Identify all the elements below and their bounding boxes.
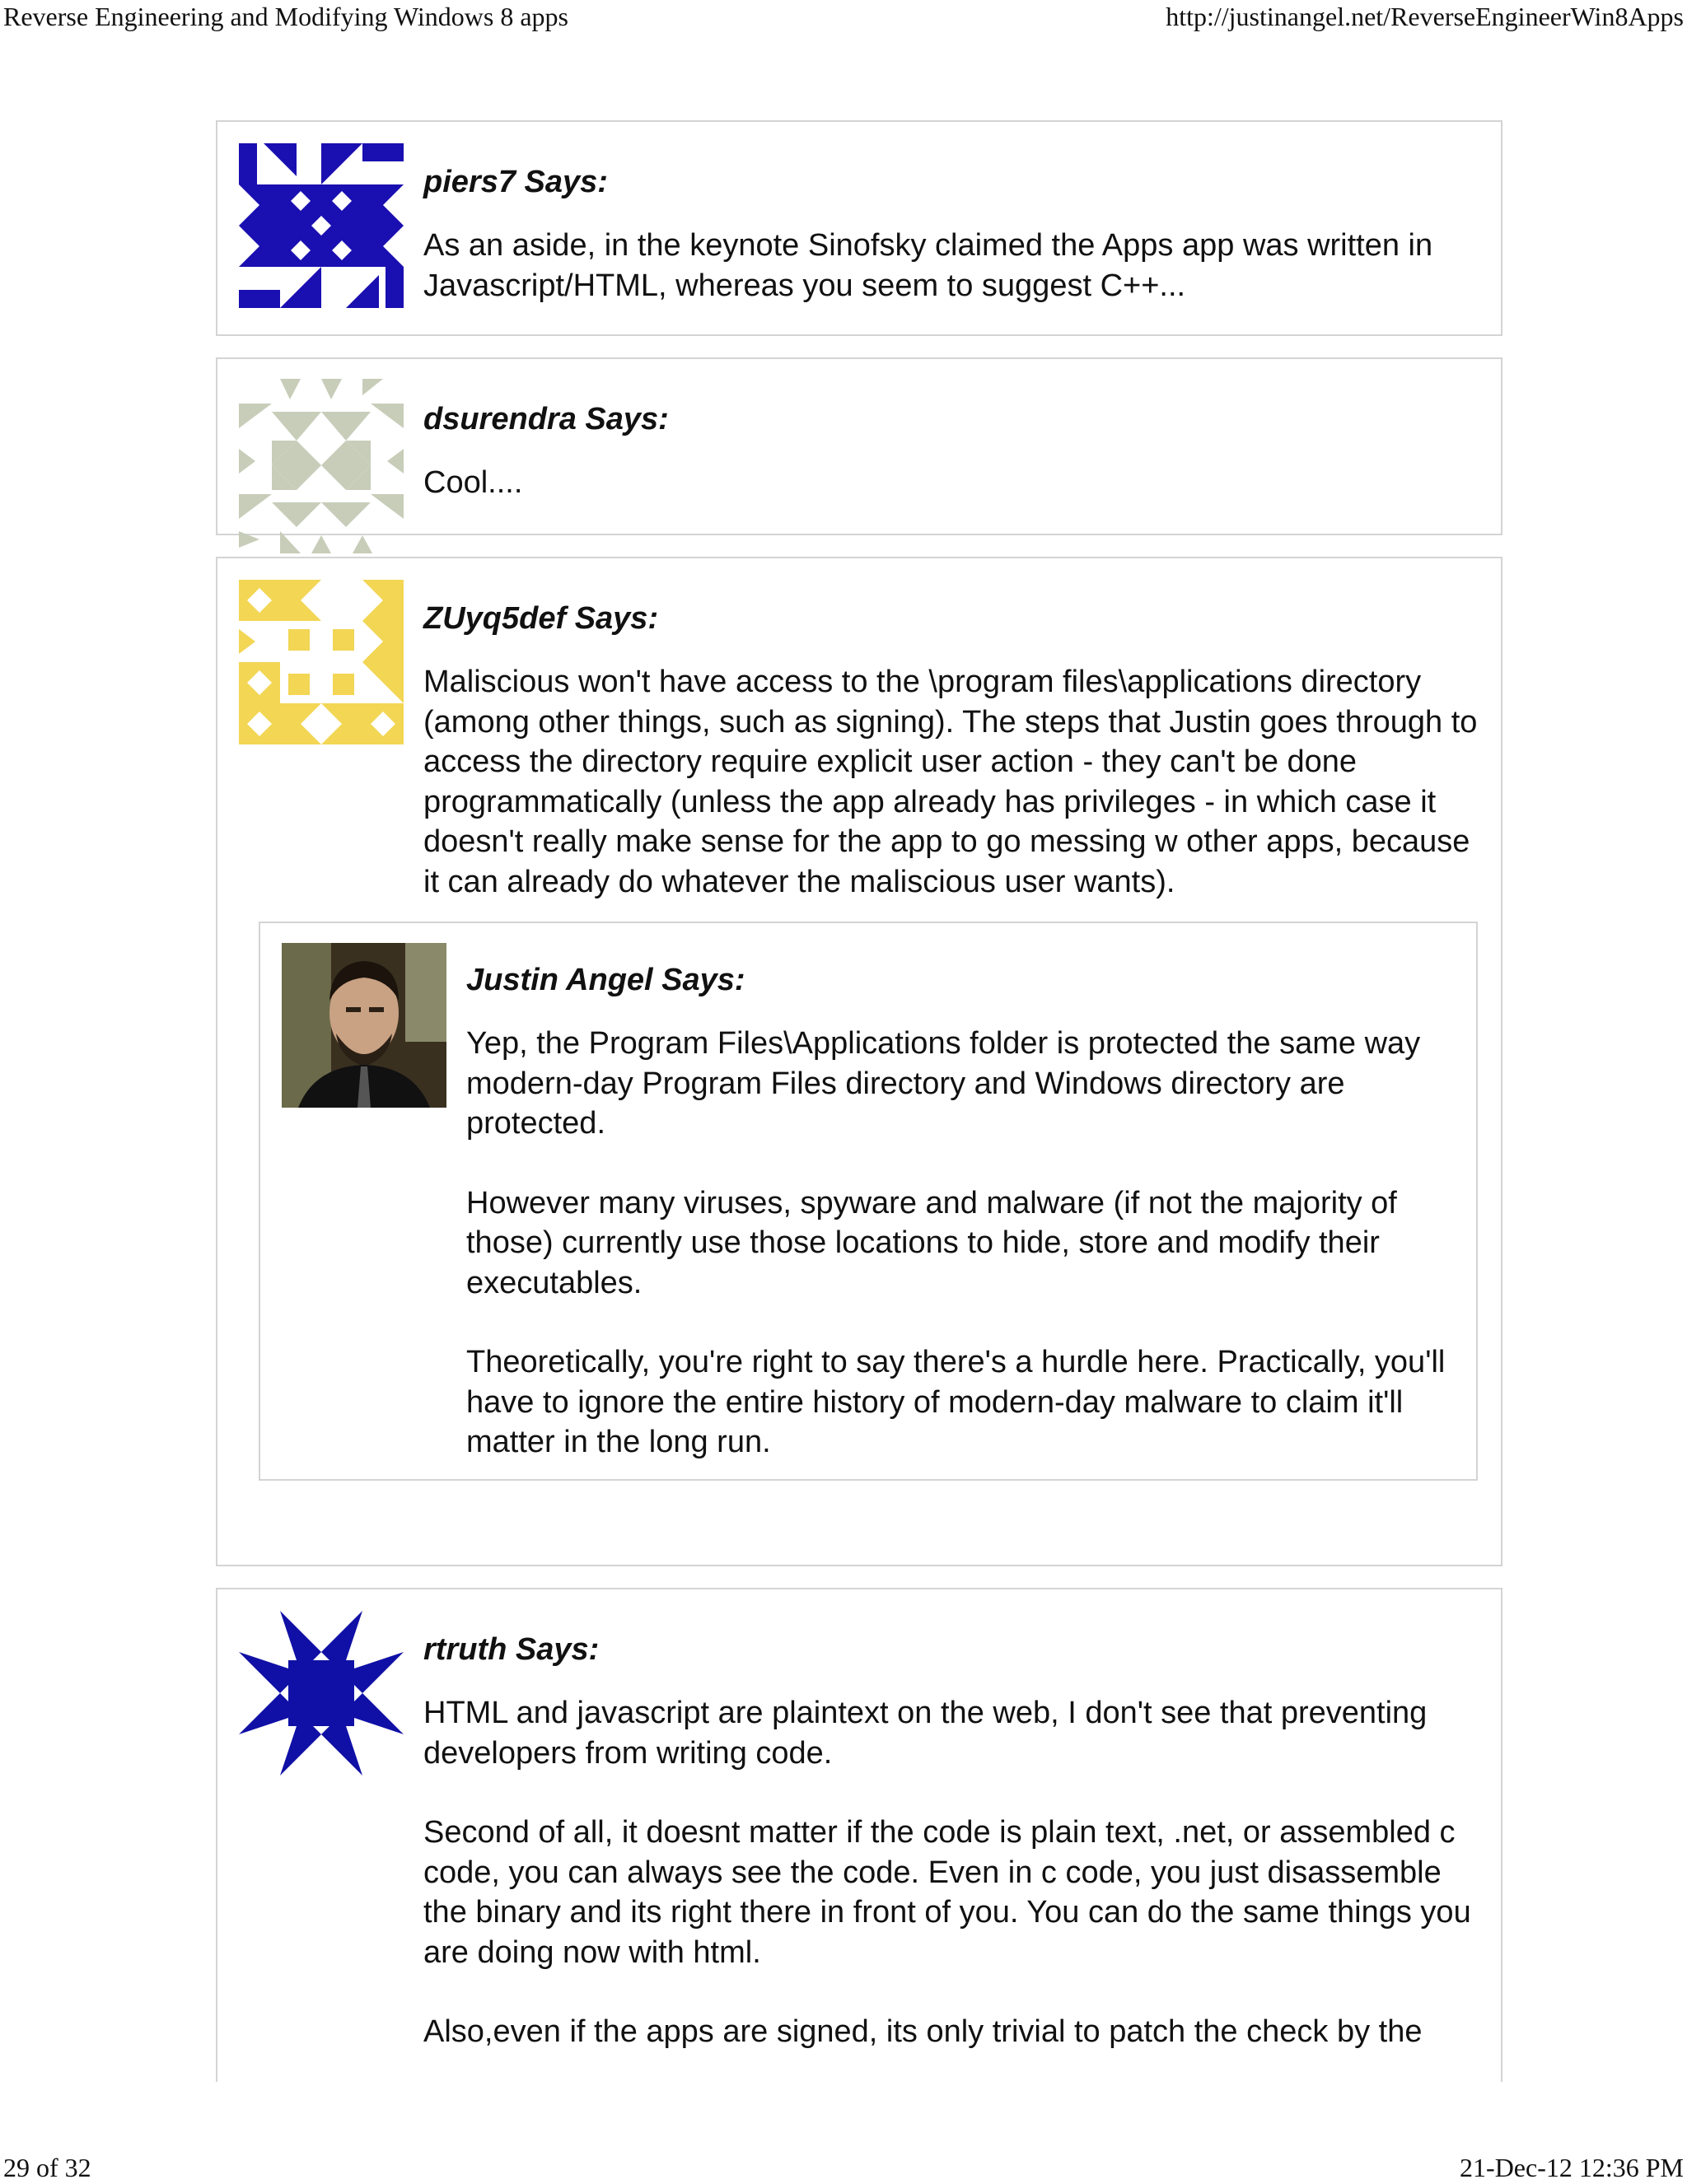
- comment-rtruth: [216, 1588, 1502, 2082]
- page-title: Reverse Engineering and Modifying Windows 8 apps: [3, 2, 568, 31]
- comment-paragraph: However many viruses, spyware and malware (if not the majority of those) currently use those locations to hide, store and modify their executables.: [466, 1185, 1397, 1300]
- page-number: 29 of 32: [3, 2153, 91, 2182]
- comment-author: Justin Angel Says:: [466, 963, 745, 997]
- comment-paragraph: Maliscious won't have access to the \program files\applications directory (among other things, such as signing). The steps that Justin goes through to access the directory require explicit user action - they can't be done programmatically (unless the app already has privileges - in which case it doesn't really make sense for the app to go messing w other apps, because it can already do whatever the maliscious user wants).: [423, 665, 1478, 899]
- identicon-sage-triangles-icon: [239, 379, 404, 553]
- print-footer: [0, 2151, 1687, 2184]
- comment-dsurendra: [216, 357, 1502, 535]
- comment-body: [423, 1693, 1478, 2052]
- print-date: 21-Dec-12 12:36 PM: [1460, 2153, 1684, 2182]
- comment-body: [423, 662, 1478, 902]
- comment-paragraph: Second of all, it doesnt matter if the code is plain text, .net, or assembled c code, you can always see the code. Even in c code, you just disassemble the binary and its right there in front of you. You can do the same things you are doing now with html.: [423, 1815, 1471, 1970]
- comment-paragraph: Theoretically, you're right to say there's a hurdle here. Practically, you'll have to ignore the entire history of modern-day malware to claim it'll matter in the long run.: [466, 1345, 1446, 1459]
- reply-justin-angel: [259, 922, 1478, 1481]
- comment-body: [423, 226, 1478, 306]
- print-header: [0, 0, 1687, 33]
- comment-author: rtruth Says:: [423, 1632, 600, 1667]
- comment-piers7: [216, 120, 1502, 336]
- comment-body: [466, 1024, 1456, 1463]
- comment-author: piers7 Says:: [423, 165, 608, 199]
- comment-paragraph: Also,even if the apps are signed, its only trivial to patch the check by the: [423, 2014, 1423, 2049]
- comment-paragraph: As an aside, in the keynote Sinofsky claimed the Apps app was written in Javascript/HTML, whereas you seem to suggest C++...: [423, 228, 1433, 303]
- user-photo-icon: [282, 943, 446, 1108]
- identicon-navy-star-icon: [239, 1611, 404, 1776]
- comment-author: dsurendra Says:: [423, 402, 669, 436]
- comment-list: [216, 120, 1502, 2103]
- comment-body: [423, 463, 1478, 503]
- comment-paragraph: Cool....: [423, 465, 523, 500]
- comment-paragraph: HTML and javascript are plaintext on the web, I don't see that preventing developers from writing code.: [423, 1696, 1428, 1771]
- identicon-yellow-pattern-icon: [239, 580, 404, 744]
- comment-paragraph: Yep, the Program Files\Applications folder is protected the same way modern-day Program Files directory and Windows directory are protected.: [466, 1026, 1421, 1141]
- comment-zuyq5def: [216, 557, 1502, 1566]
- page-url[interactable]: http://justinangel.net/ReverseEngineerWin8Apps: [1166, 2, 1684, 31]
- identicon-blue-squares-icon: [239, 143, 404, 308]
- comment-author: ZUyq5def Says:: [423, 601, 659, 636]
